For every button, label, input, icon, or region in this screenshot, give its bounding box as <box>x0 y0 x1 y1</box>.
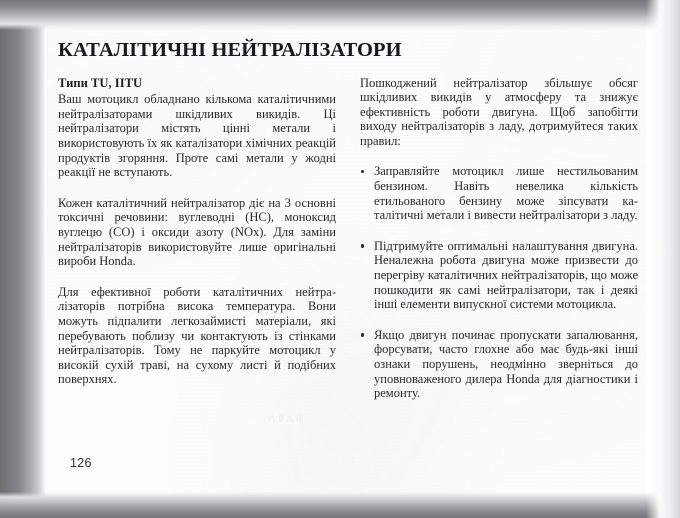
paragraph-toxic-substances: Кожен каталітичний нейтралізатор діє на 3 основні токсичні речовини: вуглеводні (HC), моноксид вуглецю (CO) і оксиди азоту (NOx). Для заміни нейтралізаторів використовуйте лише оригінальні вироби Honda. <box>58 195 336 269</box>
bullet-point-icon <box>361 170 364 173</box>
left-column <box>58 76 336 401</box>
page-title: КАТАЛІТИЧНІ НЕЙТРАЛІЗАТОРИ <box>58 39 402 61</box>
list-item-text: Підтримуйте оптимальні налаштування двигуна. Неналежна робота двигуна може призвести до перегріву каталітичних нейтралізаторів, що може пошкодити як самі нейтралізатори, так і деякі інші елементи випускної системи мотоцикла. <box>374 238 638 312</box>
list-item-misfire-rule <box>360 328 638 401</box>
rules-list <box>360 164 638 400</box>
section-subheading: Типи TU, IITU <box>58 75 143 90</box>
list-item-fuel-rule <box>360 164 638 222</box>
right-column <box>360 76 638 401</box>
paper-sheet <box>46 26 646 496</box>
paragraph-catalysts-intro: Ваш мотоцикл обладнано кількома каталітичними нейтралізаторами шкідливих викидів. Ці нейтралізатори містять цінні метали і використовують їх як каталізатори хімічних реакцій продуктів згоряння. Проте самі метали у жодні реакції не вступають. <box>58 92 336 180</box>
list-item-text: Якщо двигун починає пропускати запалювання, форсувати, часто глохне або має будь-які інші ознаки порушень, неодмінно зверніться до уповноваженого дилера Honda для діагностики і ремонту. <box>374 327 638 401</box>
paragraph-damaged-converter: Пошкоджений нейтралізатор збільшує обсяг шкідливих викидів у атмосферу та знижує ефективність роботи двигуна. Щоб запобігти виходу нейтралізаторів з ладу, дотримуйтеся таких правил: <box>360 75 638 148</box>
page-content <box>58 40 638 488</box>
paragraph-high-temperature-warning: Для ефективної роботи каталітичних нейтралізаторів потрібна висока температура. Вони можуть підпалити легкозаймисті матеріали, які перебувають поблизу чи контактують із стінками нейтралізаторів. Тому не паркуйте мотоцикл у високій сухій траві, на сухому листі й подібних поверхнях. <box>58 284 336 387</box>
two-column-layout <box>58 76 638 401</box>
bleed-through-artifact: Λ θ Λ θ| <box>268 413 304 425</box>
bullet-point-icon <box>361 244 364 247</box>
list-item-engine-tuning-rule <box>360 239 638 312</box>
bullet-point-icon <box>361 333 364 336</box>
page-number: 126 <box>70 456 92 470</box>
list-item-text: Заправляйте мотоцикл лише нестильованим бензином. Навіть невелика кількість етильованого бензину може зіпсувати каталітичні метали і вивести нейтралізатори з ладу. <box>374 164 638 223</box>
